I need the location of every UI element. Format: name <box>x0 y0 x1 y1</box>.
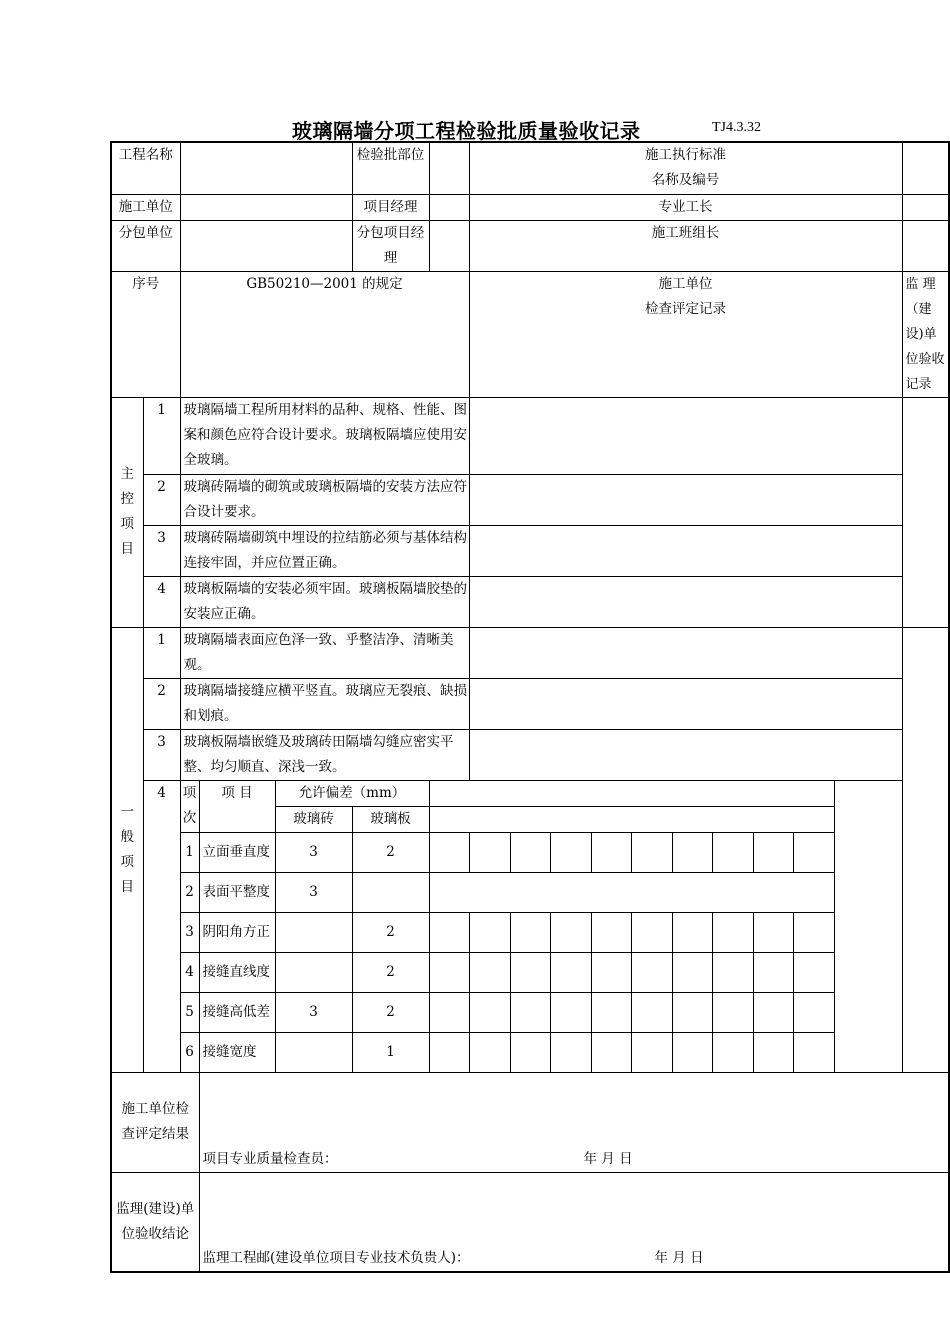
measure-cell[interactable] <box>753 952 793 992</box>
measure-cell[interactable] <box>793 992 834 1032</box>
measure-cell[interactable] <box>672 952 712 992</box>
construction-unit-value[interactable] <box>180 194 352 220</box>
dev-row-brick <box>275 952 352 992</box>
measure-cell[interactable] <box>672 992 712 1032</box>
measure-cell[interactable] <box>793 832 834 872</box>
dev-index-header <box>180 780 199 832</box>
measure-cell[interactable] <box>591 992 631 1032</box>
project-name-value[interactable] <box>180 142 352 194</box>
sub-manager-label: 分包项目经理 <box>352 220 429 271</box>
general-item-no: 4 <box>143 780 180 1072</box>
measure-cell[interactable] <box>672 912 712 952</box>
measure-cell[interactable] <box>469 952 510 992</box>
measure-cell[interactable] <box>550 912 591 952</box>
general-item-no: 2 <box>143 678 180 729</box>
measure-cell[interactable] <box>672 832 712 872</box>
measure-cell[interactable] <box>510 952 550 992</box>
general-item-text: 玻璃隔墙接缝应横平竖直。玻璃应无裂痕、缺损和划痕。 <box>180 678 469 729</box>
batch-location-value[interactable] <box>429 142 469 194</box>
measure-cell[interactable] <box>712 1032 753 1072</box>
main-control-supervision[interactable] <box>902 397 949 627</box>
spec-header: GB50210—2001 的规定 <box>180 271 469 397</box>
measure-cell[interactable] <box>429 912 469 952</box>
dev-allow-header: 允许偏差（mm） <box>275 780 429 806</box>
measure-cell[interactable] <box>753 992 793 1032</box>
measure-cell[interactable] <box>631 952 672 992</box>
general-item-record[interactable] <box>469 627 902 678</box>
dev-row-name: 表面平整度 <box>199 872 275 912</box>
dev-record-header-cell <box>429 806 834 832</box>
main-item-record[interactable] <box>469 397 902 474</box>
conclusion-date: 年 月 日 <box>654 1250 704 1266</box>
measure-cell[interactable] <box>793 912 834 952</box>
general-label-text: 一般项目 <box>120 803 134 895</box>
dev-row-index: 3 <box>180 912 199 952</box>
batch-location-label: 检验批部位 <box>352 142 429 194</box>
measure-cell[interactable] <box>469 832 510 872</box>
main-control-label <box>111 397 143 627</box>
dev-row-brick <box>275 912 352 952</box>
check-record-header-line2: 检查评定记录 <box>645 300 726 317</box>
general-item-record[interactable] <box>469 729 902 780</box>
inspector-label: 项目专业质量检查员： <box>202 1150 338 1167</box>
dev-row-plate: 2 <box>352 832 429 872</box>
measure-cell[interactable] <box>550 1032 591 1072</box>
measure-cell[interactable] <box>631 832 672 872</box>
dev-record-header-cell <box>429 780 834 806</box>
standard-label-line2: 名称及编号 <box>651 172 720 188</box>
dev-row-plate: 2 <box>352 952 429 992</box>
measure-cell[interactable] <box>712 832 753 872</box>
project-name-label: 工程名称 <box>111 142 180 194</box>
project-manager-label: 项目经理 <box>352 194 429 220</box>
measure-cell[interactable] <box>429 832 469 872</box>
dev-plate-header: 玻璃板 <box>352 806 429 832</box>
measure-cell[interactable] <box>793 952 834 992</box>
measure-cell[interactable] <box>469 992 510 1032</box>
general-item-text: 玻璃隔墙表面应色泽一致、乎整洁净、清晰美观。 <box>180 627 469 678</box>
measure-cell[interactable] <box>753 1032 793 1072</box>
measure-cell[interactable] <box>550 832 591 872</box>
measure-cell[interactable] <box>712 952 753 992</box>
measure-cell[interactable] <box>591 912 631 952</box>
measure-cell[interactable] <box>510 832 550 872</box>
dev-row-index: 5 <box>180 992 199 1032</box>
main-item-record[interactable] <box>469 525 902 576</box>
measure-cell[interactable] <box>510 1032 550 1072</box>
standard-value[interactable] <box>902 142 949 194</box>
sub-manager-value[interactable] <box>429 220 469 271</box>
general-label <box>111 627 143 1072</box>
team-leader-label: 施工班组长 <box>469 220 902 271</box>
main-item-text: 玻璃砖隔墙砌筑中埋设的拉结筋必须与基体结构连接牢固，并应位置正确。 <box>180 525 469 576</box>
foreman-value[interactable] <box>902 194 949 220</box>
measure-cell[interactable] <box>591 832 631 872</box>
dev-row-plate: 2 <box>352 912 429 952</box>
dev-row-index: 6 <box>180 1032 199 1072</box>
check-result-label: 施工单位检查评定结果 <box>111 1072 199 1172</box>
measure-cell[interactable] <box>793 1032 834 1072</box>
main-item-no: 2 <box>143 474 180 525</box>
measure-cell[interactable] <box>631 992 672 1032</box>
measure-cell[interactable] <box>429 1032 469 1072</box>
dev-row-brick: 3 <box>275 992 352 1032</box>
dev-row-brick <box>275 1032 352 1072</box>
dev-row-index: 4 <box>180 952 199 992</box>
check-result-area[interactable] <box>199 1072 949 1172</box>
dev-row-name: 接缝高低差 <box>199 992 275 1032</box>
check-result-date: 年 月 日 <box>583 1150 633 1167</box>
measure-cell[interactable] <box>712 912 753 952</box>
main-item-record[interactable] <box>469 576 902 627</box>
general-item-no: 3 <box>143 729 180 780</box>
standard-label-line1: 施工执行标准 <box>645 147 726 163</box>
dev-row-name: 接缝直线度 <box>199 952 275 992</box>
conclusion-label: 监理(建设)单位验收结论 <box>111 1172 199 1272</box>
measure-cell[interactable] <box>753 912 793 952</box>
check-record-header <box>469 271 902 397</box>
dev-row-plate: 1 <box>352 1032 429 1072</box>
dev-row-plate: 2 <box>352 992 429 1032</box>
general-supervision[interactable] <box>902 627 949 1072</box>
dev-row-record[interactable] <box>429 872 834 912</box>
measure-cell[interactable] <box>631 912 672 952</box>
subcontractor-value[interactable] <box>180 220 352 271</box>
measure-cell[interactable] <box>591 952 631 992</box>
measure-cell[interactable] <box>672 1032 712 1072</box>
main-control-label-text: 主控项目 <box>120 466 134 557</box>
dev-row-name: 立面垂直度 <box>199 832 275 872</box>
main-item-text: 玻璃隔墙工程所用材料的品种、规格、性能、图案和颜色应符合设计要求。玻璃板隔墙应使用安全玻璃。 <box>180 397 469 474</box>
measure-cell[interactable] <box>429 952 469 992</box>
main-item-text: 玻璃板隔墙的安装必须牢固。玻璃板隔墙胶垫的安装应正确。 <box>180 576 469 627</box>
inspection-form <box>110 141 950 1273</box>
dev-row-name: 阴阳角方正 <box>199 912 275 952</box>
team-leader-value[interactable] <box>902 220 949 271</box>
check-record-header-line1: 施工单位 <box>658 275 713 292</box>
measure-cell[interactable] <box>753 832 793 872</box>
dev-row-index: 1 <box>180 832 199 872</box>
main-item-record[interactable] <box>469 474 902 525</box>
measure-cell[interactable] <box>550 992 591 1032</box>
main-item-no: 4 <box>143 576 180 627</box>
measure-cell[interactable] <box>550 952 591 992</box>
general-item-record[interactable] <box>469 678 902 729</box>
seq-header: 序号 <box>111 271 180 397</box>
dev-row-index: 2 <box>180 872 199 912</box>
main-item-no: 3 <box>143 525 180 576</box>
construction-unit-label: 施工单位 <box>111 194 180 220</box>
dev-item-header: 项 目 <box>199 780 275 832</box>
dev-brick-header: 玻璃砖 <box>275 806 352 832</box>
standard-label <box>469 142 902 194</box>
measure-cell[interactable] <box>469 1032 510 1072</box>
measure-cell[interactable] <box>591 1032 631 1072</box>
project-manager-value[interactable] <box>429 194 469 220</box>
document-code: TJ4.3.32 <box>712 120 761 135</box>
dev-row-plate <box>352 872 429 912</box>
engineer-label: 监理工程邮(建设单位项目专业技术负贵人)： <box>202 1250 470 1266</box>
general-item-no: 1 <box>143 627 180 678</box>
measure-cell[interactable] <box>469 912 510 952</box>
main-item-no: 1 <box>143 397 180 474</box>
document-title: 玻璃隔墙分项工程检验批质量验收记录 <box>292 119 641 143</box>
measure-cell[interactable] <box>510 912 550 952</box>
dev-row-name: 接缝宽度 <box>199 1032 275 1072</box>
general-item-text: 玻璃板隔墙嵌缝及玻璃砖田隔墙勾缝应密实平整、均匀顺直、深浅一致。 <box>180 729 469 780</box>
foreman-label: 专业工长 <box>469 194 902 220</box>
measure-cell[interactable] <box>712 992 753 1032</box>
dev-index-header-text: 项次 <box>182 784 197 826</box>
dev-row-brick: 3 <box>275 832 352 872</box>
subcontractor-label: 分包单位 <box>111 220 180 271</box>
measure-cell[interactable] <box>429 992 469 1032</box>
measure-cell[interactable] <box>631 1032 672 1072</box>
main-item-text: 玻璃砖隔墙的砌筑或玻璃板隔墙的安装方法应符合设计要求。 <box>180 474 469 525</box>
supervision-header: 监 理（建设)单位验收记录 <box>902 271 949 397</box>
dev-row-brick: 3 <box>275 872 352 912</box>
measure-cell[interactable] <box>510 992 550 1032</box>
conclusion-area[interactable] <box>199 1172 949 1272</box>
